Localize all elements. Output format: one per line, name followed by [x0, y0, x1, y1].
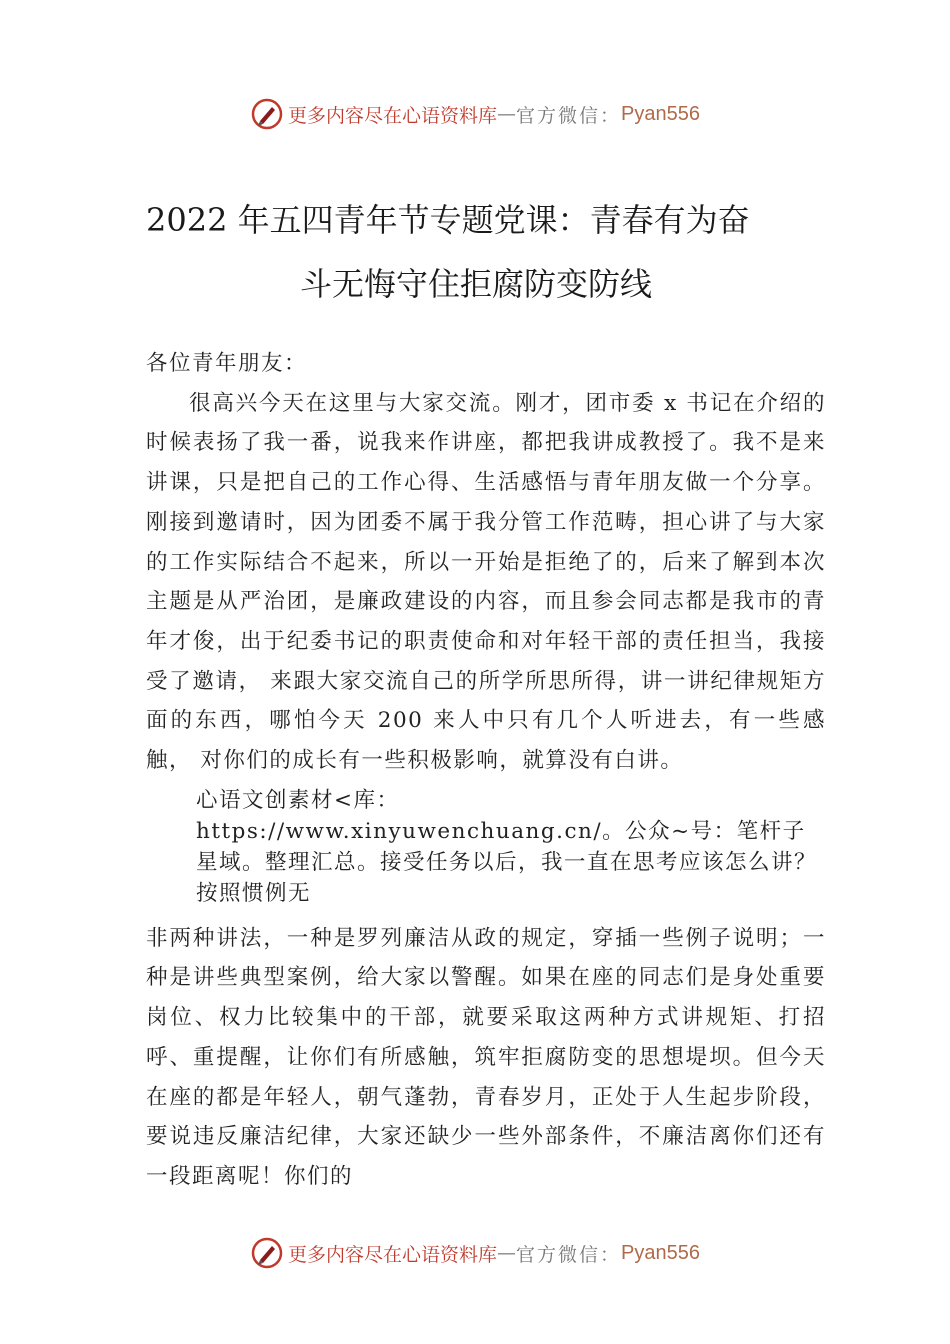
banner-title: 更多内容尽在心语资料库 — [288, 104, 498, 127]
title-line-1: 2022 年五四青年节专题党课：青春有为奋 — [146, 201, 750, 239]
document-body — [146, 344, 826, 1197]
banner-dash: — — [497, 103, 517, 125]
banner-wechat-label: 官方微信： — [516, 104, 622, 127]
title-line-2: 斗无悔守住拒腐防变防线 — [299, 265, 652, 303]
banner-wechat-id: Pyan556 — [621, 1241, 700, 1264]
paragraph-1: 很高兴今天在这里与大家交流。刚才，团市委 x 书记在介绍的时候表扬了我一番，说我来作讲座，都把我讲成教授了。我不是来讲课，只是把自己的工作心得、生活感悟与青年朋友做一个分享。刚接到邀请时，因为团委不属于我分管工作范畴，担心讲了与大家的工作实际结合不起来，所以一开始是拒绝了的，后来了解到本次主题是从严治团，是廉政建设的内容，而且参会同志都是我市的青年才俊，出于纪委书记的职责使命和对年轻干部的责任担当，我接受了邀请， 来跟大家交流自己的所学所思所得，讲一讲纪律规矩方面的东西，哪怕今天 200 来人中只有几个人听进去，有一些感触， 对你们的成长有一些积极影响，就算没有白讲。 — [146, 390, 826, 774]
footer-banner — [0, 1233, 950, 1273]
banner-dash: — — [497, 1242, 517, 1264]
source-note: 心语文创素材<库：https://www.xinyuwenchuang.cn/。公众~号：笔杆子星域。整理汇总。接受任务以后，我一直在思考应该怎么讲？按照惯例无 — [196, 787, 818, 906]
greeting: 各位青年朋友： — [146, 351, 308, 376]
paragraph-2: 非两种讲法，一种是罗列廉洁从政的规定，穿插一些例子说明；一种是讲些典型案例，给大家以警醒。如果在座的同志们是身处重要岗位、权力比较集中的干部，就要采取这两种方式讲规矩、打招呼、重提醒，让你们有所感触，筑牢拒腐防变的思想堤坝。但今天在座的都是年轻人，朝气蓬勃，青春岁月，正处于人生起步阶段，要说违反廉洁纪律，大家还缺少一些外部条件，不廉洁离你们还有一段距离呢！你们的 — [146, 925, 826, 1189]
banner-wechat-label: 官方微信： — [516, 1243, 622, 1266]
pen-logo-icon — [250, 97, 284, 131]
header-banner — [0, 94, 950, 134]
document-title — [146, 188, 806, 316]
banner-wechat-id: Pyan556 — [621, 102, 700, 125]
pen-logo-icon — [250, 1236, 284, 1270]
banner-title: 更多内容尽在心语资料库 — [288, 1243, 498, 1266]
